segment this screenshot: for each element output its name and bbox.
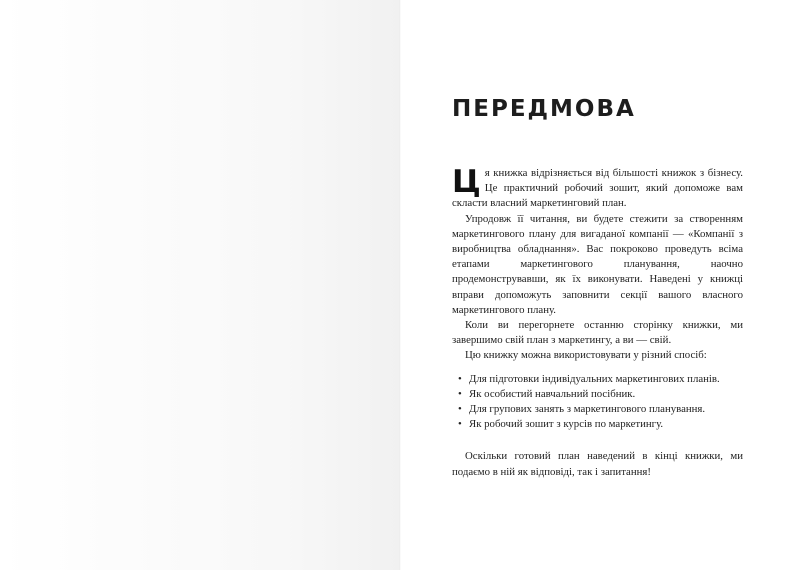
list-item: • Як особистий навчальний посібник. [458,387,743,402]
paragraph-4: Цю книжку можна використовувати у різний спосіб: [465,349,707,362]
list-item: • Для групових занять з маркетингового планування. [458,402,743,417]
left-page-blank [0,0,399,570]
list-item: • Як робочий зошит з курсів по маркетингу. [458,417,743,432]
paragraph-1 [452,166,743,212]
paragraph-3: Коли ви перегорнете останню сторінку книжки, ми завершимо свій план з маркетингу, а ви — свій. [452,319,743,347]
list-item: • Для підготовки індивідуальних маркетингових планів. [458,372,743,387]
uses-list [452,372,743,433]
foreword-body [452,166,743,480]
drop-cap: Ц [452,164,481,200]
paragraph-1-text: я книжка відрізняється від більшості книжок з бізнесу. Це практичний робочий зошит, який допоможе вам скласти власний маркетинговий план. [452,167,743,210]
page-title: ПЕРЕДМОВА [452,96,636,122]
paragraph-2: Упродовж її читання, ви будете стежити за створенням маркетингового плану для вигаданої компанії — «Компанії з виробництва обладнання». Вас покроково проведуть всіма етапами маркетингового планування, наочно продемонструвавши, як їх виконувати. Наведені у книжці вправи допоможуть заповнити секції вашого власного маркетингового плану. [452,212,743,316]
paragraph-5: Оскільки готовий план наведений в кінці книжки, ми подаємо в ній як відповіді, так і запитання! [452,450,743,478]
